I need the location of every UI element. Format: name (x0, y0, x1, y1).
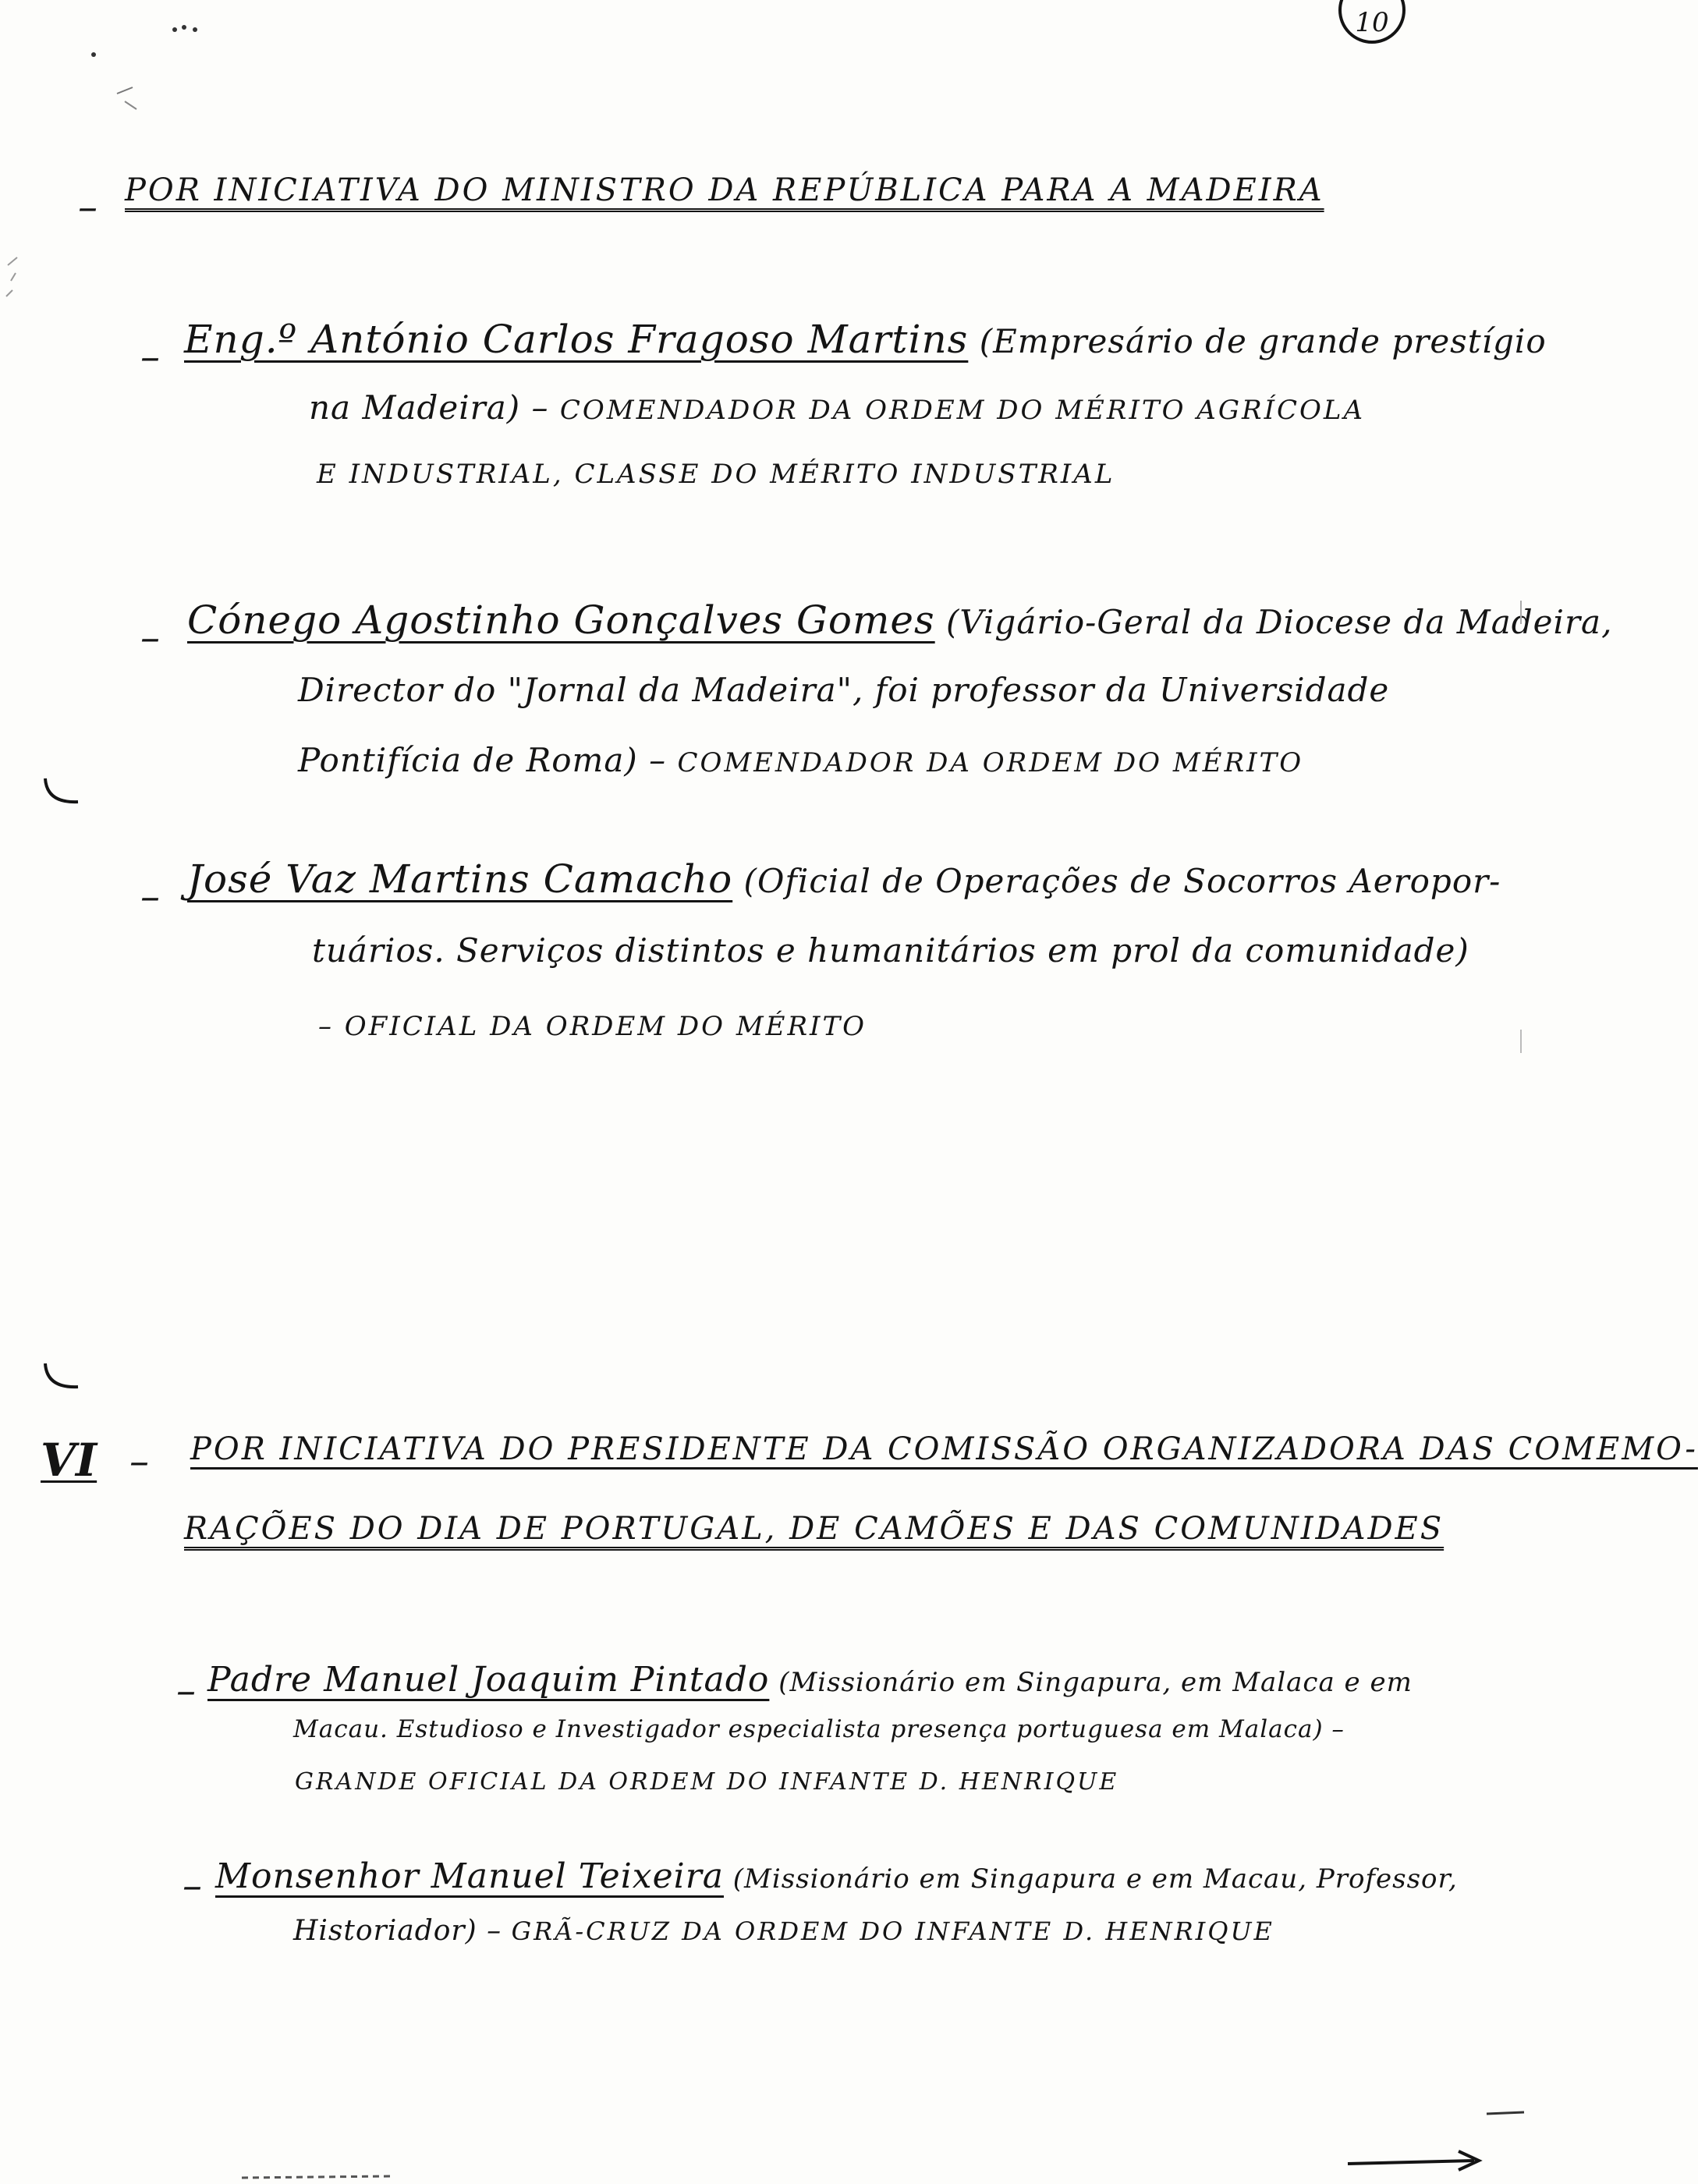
entry-4-text (207, 1657, 1413, 1700)
entry-4-line-1: (Missionário em Singapura, em Malaca e em (769, 1667, 1413, 1698)
entry-1-award-1: COMENDADOR DA ORDEM DO MÉRITO AGRÍCOLA (559, 395, 1366, 426)
section-1-heading: POR INICIATIVA DO MINISTRO DA REPÚBLICA PARA A MADEIRA (125, 172, 1324, 208)
entry-5-name: Monsenhor Manuel Teixeira (215, 1856, 724, 1896)
entry-3-name: José Vaz Martins Camacho (187, 856, 733, 902)
entry-2-line-2: Director do "Jornal da Madeira", foi professor da Universidade (298, 671, 1390, 709)
entry-5-text (215, 1853, 1458, 1896)
entry-3-dash: – (140, 874, 161, 919)
entry-5-award: GRÃ-CRUZ DA ORDEM DO INFANTE D. HENRIQUE (511, 1916, 1274, 1946)
entry-4-award: GRANDE OFICIAL DA ORDEM DO INFANTE D. HENRIQUE (295, 1768, 1119, 1796)
entry-2-dash: – (140, 615, 161, 660)
entry-4-name: Padre Manuel Joaquim Pintado (207, 1660, 770, 1700)
entry-3-line-1: (Oficial de Operações de Socorros Aeropor- (732, 862, 1501, 900)
entry-2-line-3: Pontifícia de Roma) – (298, 741, 678, 779)
entry-5-line-2: Historiador) – (293, 1915, 512, 1947)
page-number: 10 (1338, 0, 1406, 44)
entry-5-line-2-wrap (293, 1916, 1274, 1947)
entry-1-line-2: na Madeira) – (309, 388, 560, 427)
entry-5-line-1: (Missionário em Singapura e em Macau, Professor, (723, 1863, 1458, 1895)
entry-4-dash: – (176, 1668, 197, 1713)
section-1-dash: – (78, 184, 98, 229)
section-2-heading-line-2: RAÇÕES DO DIA DE PORTUGAL, DE CAMÕES E DAS COMUNIDADES (184, 1511, 1445, 1547)
entry-2-award: COMENDADOR DA ORDEM DO MÉRITO (677, 747, 1304, 778)
entry-1-line-2-wrap (309, 390, 1365, 426)
entry-5-dash: – (183, 1863, 203, 1908)
entry-1-name: Eng.º António Carlos Fragoso Martins (184, 317, 969, 362)
entry-1-line-1: (Empresário de grande prestígio (968, 322, 1547, 360)
entry-3-line-2: tuários. Serviços distintos e humanitários em prol da comunidade) (312, 931, 1469, 970)
entry-2-line-1: (Vigário-Geral da Diocese da Madeira, (934, 603, 1613, 641)
entry-2-line-3-wrap (298, 743, 1303, 778)
scan-edge-marks (1513, 593, 1529, 1061)
entry-1-award-2: E INDUSTRIAL, CLASSE DO MÉRITO INDUSTRIAL (317, 459, 1115, 490)
entry-2-name: Cónego Agostinho Gonçalves Gomes (187, 597, 935, 643)
entry-1-dash: – (140, 334, 161, 379)
section-2-dash: – (129, 1438, 150, 1484)
section-2-numeral: VI (41, 1434, 97, 1487)
entry-3-text (187, 858, 1501, 901)
margin-mark-1 (39, 772, 86, 819)
entry-3-award: – OFICIAL DA ORDEM DO MÉRITO (318, 1011, 867, 1042)
entry-4-line-2: Macau. Estudioso e Investigador especialista presença portuguesa em Malaca) – (293, 1715, 1345, 1743)
margin-tick (1482, 2106, 1529, 2122)
scan-bottom-marks (234, 2168, 406, 2184)
section-2-heading-line-1: POR INICIATIVA DO PRESIDENTE DA COMISSÃO ORGANIZADORA DAS COMEMO- (190, 1431, 1698, 1467)
margin-mark-2 (39, 1357, 86, 1404)
continuation-arrow-icon (1342, 2137, 1498, 2184)
scan-specks (0, 0, 172, 328)
entry-2-text (187, 599, 1612, 642)
entry-1-text (184, 318, 1547, 361)
